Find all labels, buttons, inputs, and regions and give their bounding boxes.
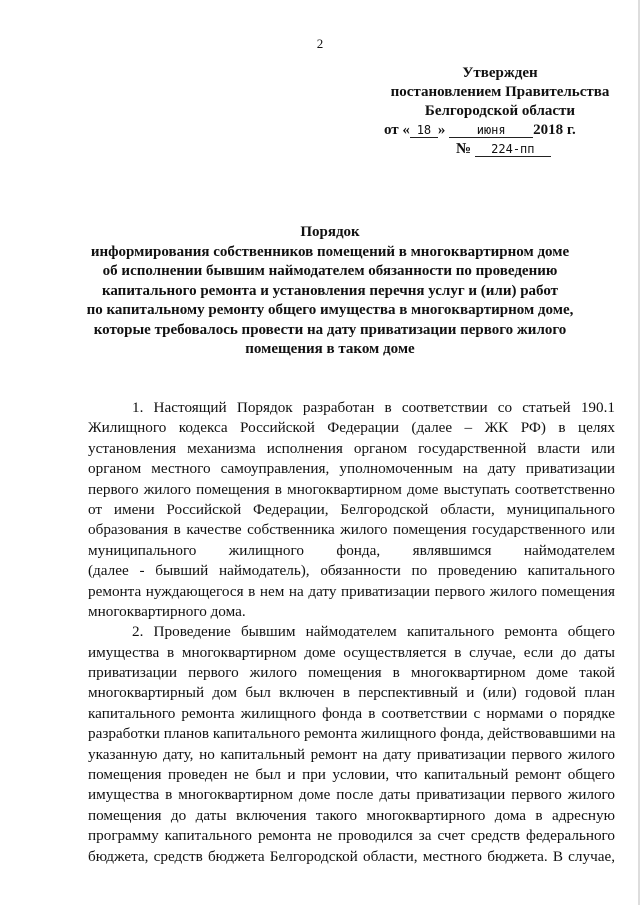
date-mid: » bbox=[437, 122, 446, 138]
number-prefix: № bbox=[456, 141, 472, 157]
approval-number bbox=[370, 140, 630, 159]
approval-date bbox=[370, 121, 630, 140]
body-line: имущества в многоквартирном доме после даты приватизации первого жилого bbox=[88, 786, 615, 804]
date-day: 18 bbox=[410, 123, 438, 138]
body-line: указанную дату, но капитальный ремонт на дату приватизации первого жилого bbox=[88, 745, 615, 763]
body-line: (далее - бывший наймодатель), обязанности по проведению капитального bbox=[88, 562, 615, 580]
title-line: Порядок bbox=[300, 224, 360, 240]
body-line: ремонта нуждающегося в нем на дату приватизации первого жилого помещения bbox=[88, 582, 615, 600]
body-line: муниципального жилищного фонда, являвшимся наймодателем bbox=[88, 541, 615, 559]
body-line: программу капитального ремонта не проводился за счет средств федерального bbox=[88, 827, 615, 845]
title-line: информирования собственников помещений в многоквартирном доме bbox=[90, 243, 570, 260]
title-line: помещения в таком доме bbox=[245, 341, 415, 357]
body-line: помещения проведен не был и при условии, что капитальный ремонт общего bbox=[88, 766, 615, 784]
document-title bbox=[80, 223, 580, 360]
body-line: многоквартирного дома. bbox=[88, 602, 246, 620]
body-line: 1. Настоящий Порядок разработан в соответствии со статьей 190.1 bbox=[132, 399, 615, 416]
body-line: Жилищного кодекса Российской Федерации (далее – ЖК РФ) в целях bbox=[88, 419, 615, 437]
page-number: 2 bbox=[316, 36, 324, 51]
body-line: образования в качестве собственника жилого помещения государственного или bbox=[88, 521, 615, 539]
date-year: 2018 г. bbox=[533, 122, 576, 138]
body-line: 2. Проведение бывшим наймодателем капитального ремонта общего bbox=[132, 623, 615, 641]
date-month: июня bbox=[449, 123, 533, 138]
title-line: капитального ремонта и установления перечня услуг и (или) работ bbox=[101, 282, 559, 299]
document-body bbox=[88, 398, 615, 867]
number-value: 224-пп bbox=[475, 142, 551, 157]
body-line: установления механизма исполнения органом государственной власти или bbox=[88, 439, 615, 457]
body-line: от имени Российской Федерации, Белгородской области, муниципального bbox=[88, 500, 615, 518]
body-line: приватизации первого жилого помещения в многоквартирном доме такой bbox=[88, 664, 615, 682]
body-line: бюджета, средств бюджета Белгородской области, местного бюджета. В случае, bbox=[88, 847, 615, 865]
approval-line-3: Белгородской области bbox=[424, 103, 576, 119]
title-line: по капитальному ремонту общего имущества в многоквартирном доме, bbox=[86, 302, 574, 318]
title-line: об исполнении бывшим наймодателем обязанности по проведению bbox=[102, 263, 558, 279]
body-line: имущества в многоквартирном доме осуществляется в случае, если до даты bbox=[88, 643, 615, 661]
body-line: капитального ремонта жилищного фонда в соответствии с нормами о порядке bbox=[88, 704, 615, 722]
body-line: органом местного самоуправления, уполномоченным на дату приватизации bbox=[88, 460, 615, 478]
body-line: многоквартирный дом был включен в перспективный и (или) годовой план bbox=[88, 684, 615, 702]
approval-stamp bbox=[370, 64, 630, 159]
body-line: первого жилого помещения в многоквартирном доме выступать соответственно bbox=[88, 480, 615, 498]
body-line: разработки планов капитального ремонта жилищного фонда, действовавшими на bbox=[88, 725, 616, 743]
date-prefix: от « bbox=[384, 122, 410, 138]
title-line: которые требовалось провести на дату приватизации первого жилого bbox=[93, 321, 567, 338]
approval-line-1: Утвержден bbox=[462, 65, 538, 81]
body-line: помещения до даты включения такого многоквартирного дома в адресную bbox=[88, 806, 615, 824]
approval-line-2: постановлением Правительства bbox=[390, 84, 610, 100]
